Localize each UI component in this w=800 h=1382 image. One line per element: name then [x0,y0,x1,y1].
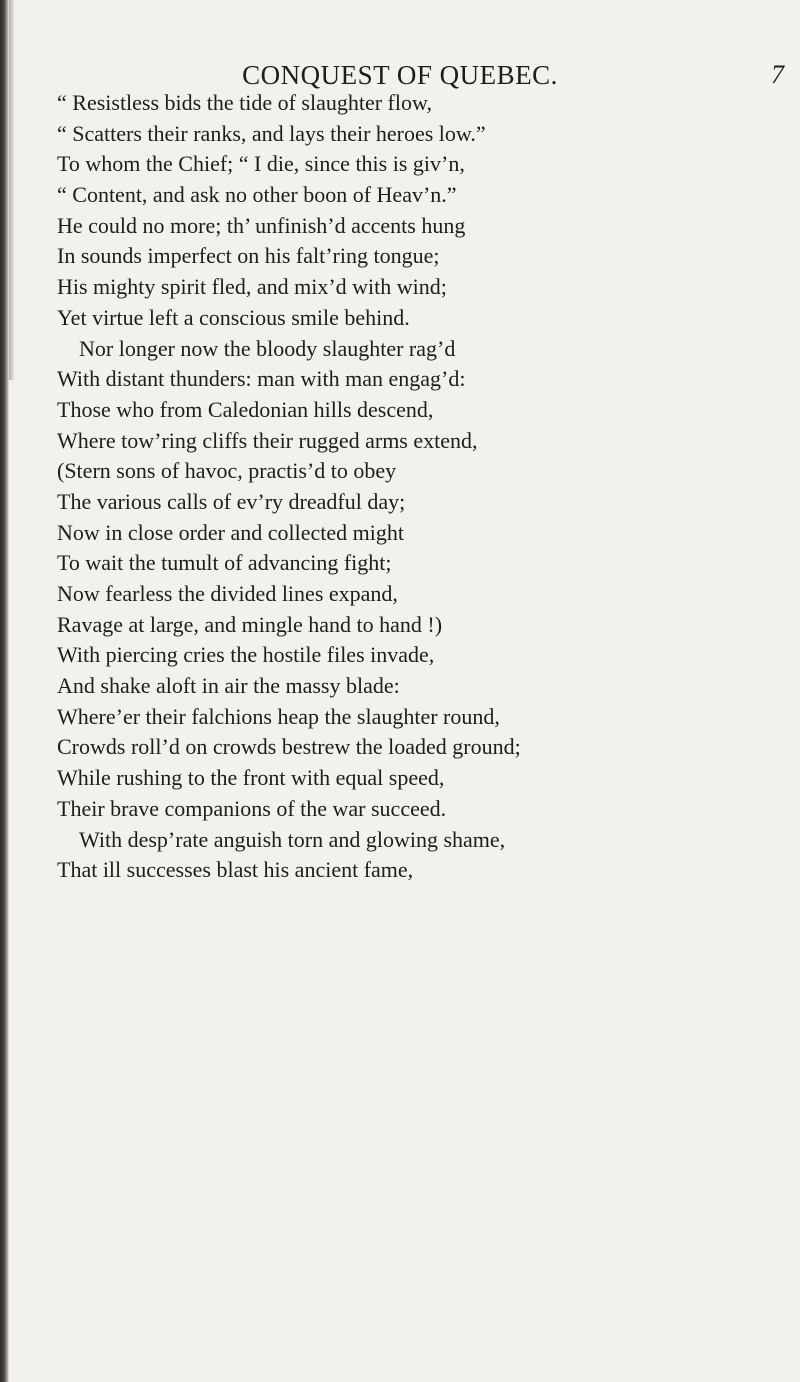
binding-shadow [9,0,15,380]
poem-line: Where tow’ring cliffs their rugged arms extend, [57,427,478,453]
poem-line: While rushing to the front with equal speed, [57,765,445,791]
poem-line: “ Content, and ask no other boon of Heav’n.” [57,182,457,208]
poem-line: Nor longer now the bloody slaughter rag’d [79,335,456,361]
poem-line: To wait the tumult of advancing fight; [57,550,392,576]
poem-line: Now in close order and collected might [57,519,405,545]
poem-line: (Stern sons of havoc, practis’d to obey [57,458,397,484]
book-binding-edge [0,0,9,1382]
poem-line: Yet virtue left a conscious smile behind. [57,304,410,330]
poem-line: His mighty spirit fled, and mix’d with wind; [57,274,447,300]
poem-line: Where’er their falchions heap the slaughter round, [57,703,500,729]
poem-line: Their brave companions of the war succeed. [57,795,447,821]
poem-line: With desp’rate anguish torn and glowing shame, [79,826,506,852]
running-head: CONQUEST OF QUEBEC. [242,60,558,90]
page-number: 7 [771,60,784,89]
poem-line: To whom the Chief; “ I die, since this is giv’n, [57,151,465,177]
poem-line: Now fearless the divided lines expand, [57,581,398,606]
poem-line: And shake aloft in air the massy blade: [57,673,400,699]
poem-line: With distant thunders: man with man engag’d: [57,366,466,392]
poem-line: “ Resistless bids the tide of slaughter flow, [57,90,432,115]
poem-line: “ Scatters their ranks, and lays their heroes low.” [57,120,486,146]
page-header [0,58,800,92]
poem-line: With piercing cries the hostile files invade, [57,642,435,668]
poem-line: That ill successes blast his ancient fame, [57,857,414,883]
poem-line: Those who from Caledonian hills descend, [57,396,434,422]
poem-body [57,88,787,886]
poem-line: The various calls of ev’ry dreadful day; [57,488,406,514]
poem-line: Crowds roll’d on crowds bestrew the loaded ground; [57,734,521,760]
poem-line: He could no more; th’ unfinish’d accents hung [57,212,466,238]
poem-line: Ravage at large, and mingle hand to hand !) [57,611,443,637]
poem-line: In sounds imperfect on his falt’ring tongue; [57,243,440,269]
